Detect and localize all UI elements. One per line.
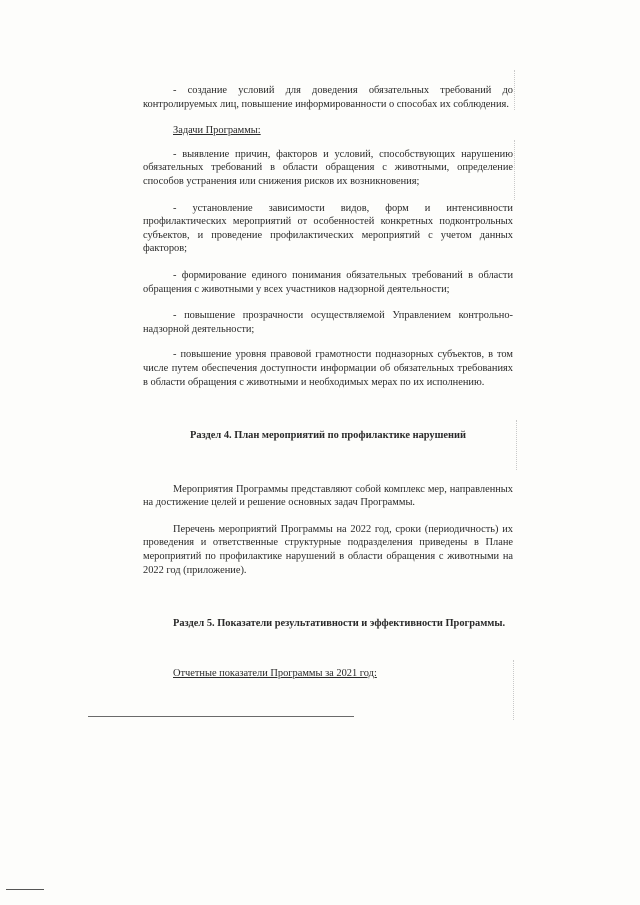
footnote-rule bbox=[6, 889, 44, 890]
intro-paragraph: - создание условий для доведения обязательных требований до контролируемых лиц, повышение информированности о способах их соблюдения. bbox=[143, 85, 513, 110]
task-item: - повышение прозрачности осуществляемой Управлением контрольно-надзорной деятельности; bbox=[143, 310, 513, 335]
scan-artifact bbox=[514, 70, 515, 110]
section-5-title: Раздел 5. Показатели результативности и эффективности Программы. bbox=[173, 618, 506, 630]
task-item: - выявление причин, факторов и условий, способствующих нарушению обязательных требований в области обращения с животными, определение способов устранения или снижения рисков их возникновения; bbox=[143, 148, 513, 187]
scan-artifact bbox=[513, 660, 514, 720]
section-4-paragraph: Мероприятия Программы представляют собой комплекс мер, направленных на достижение целей и решение основных задач Программы. bbox=[143, 483, 513, 509]
scan-artifact bbox=[514, 140, 515, 200]
scan-artifact bbox=[516, 420, 517, 470]
report-indicators-label: Отчетные показатели Программы за 2021 год: bbox=[173, 667, 377, 679]
signature-line bbox=[88, 716, 354, 717]
section-4-title: Раздел 4. План мероприятий по профилактике нарушений bbox=[190, 430, 466, 442]
task-item: - установление зависимости видов, форм и интенсивности профилактических мероприятий от особенностей конкретных подконтрольных субъектов, и проведение профилактических мероприятий с учетом данных факторов; bbox=[143, 202, 513, 255]
task-item: - повышение уровня правовой грамотности подназорных субъектов, в том числе путем обеспечения доступности информации об обязательных требованиях в области обращения с животными и необходимых мерах по их исполнению. bbox=[143, 349, 513, 388]
task-item: - формирование единого понимания обязательных требований в области обращения с животными у всех участников надзорной деятельности; bbox=[143, 269, 513, 295]
document-body bbox=[143, 84, 513, 680]
tasks-heading: Задачи Программы: bbox=[173, 125, 261, 137]
section-4-paragraph: Перечень мероприятий Программы на 2022 год, сроки (периодичность) их проведения и ответственные структурные подразделения приведены в Плане мероприятий по профилактике нарушений в области обращения с животными на 2022 год (приложение). bbox=[143, 523, 513, 576]
